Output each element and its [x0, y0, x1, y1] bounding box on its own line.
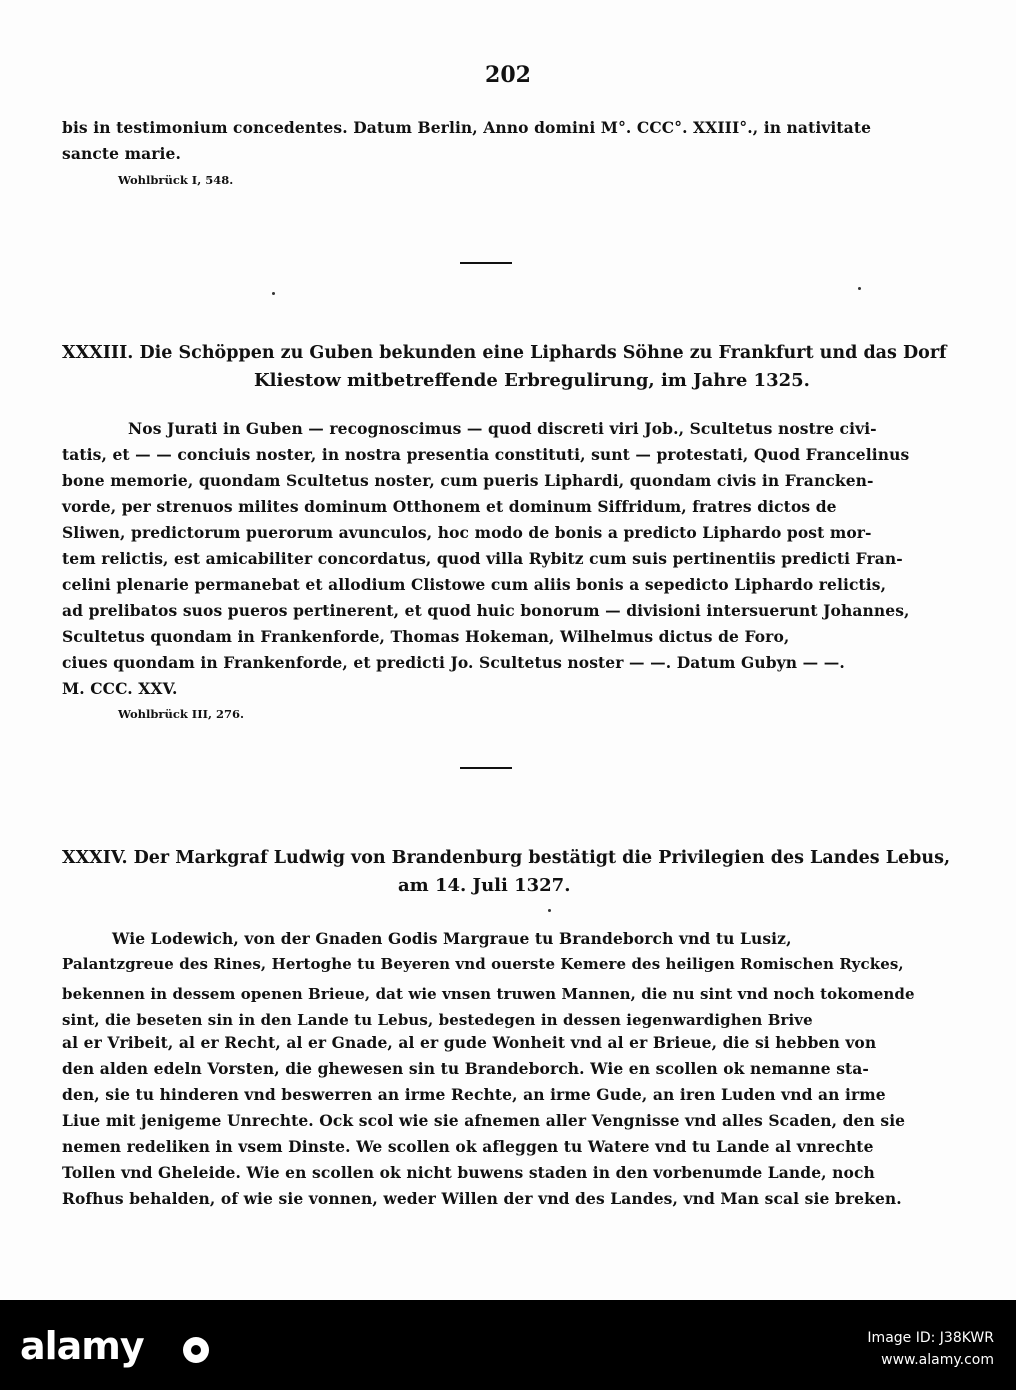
text-line: den alden edeln Vorsten, die ghewesen sin tu Brandeborch. Wie en scollen ok nemanne sta- — [62, 1059, 869, 1078]
text-line: Nos Jurati in Guben — recognoscimus — quod discreti viri Job., Scultetus nostre civi- — [128, 419, 877, 438]
text-line: celini plenarie permanebat et allodium Clistowe cum aliis bonis a sepedicto Liphardo relictis, — [62, 575, 887, 594]
brand-mark-icon — [183, 1337, 209, 1363]
page-number: 202 — [485, 62, 531, 88]
text-line: tatis, et — — conciuis noster, in nostra presentia constituti, sunt — protestati, Quod Francelinus — [62, 445, 910, 464]
section-heading: XXXIV. Der Markgraf Ludwig von Brandenburg bestätigt die Privilegien des Landes Lebus, — [62, 848, 951, 868]
text-line: sancte marie. — [62, 144, 181, 163]
text-line: den, sie tu hinderen vnd beswerren an irme Rechte, an irme Gude, an iren Luden vnd an irme — [62, 1085, 886, 1104]
text-line: Palantzgreue des Rines, Hertoghe tu Beyeren vnd ouerste Kemere des heiligen Romischen Ryckes, — [62, 955, 904, 973]
text-line: M. CCC. XXV. — [62, 679, 178, 698]
section-divider — [460, 767, 512, 769]
image-id: Image ID: J38KWR — [867, 1330, 994, 1346]
speck — [272, 292, 275, 295]
watermark-footer — [0, 1300, 1016, 1390]
text-line: al er Vribeit, al er Recht, al er Gnade, al er gude Wonheit vnd al er Brieue, die si hebben von — [62, 1033, 877, 1052]
text-line: Sliwen, predictorum puerorum avunculos, hoc modo de bonis a predicto Liphardo post mor- — [62, 523, 872, 542]
text-line: Wie Lodewich, von der Gnaden Godis Margraue tu Brandeborch vnd tu Lusiz, — [112, 929, 792, 948]
text-line: ciues quondam in Frankenforde, et predicti Jo. Scultetus noster — —. Datum Gubyn — —. — [62, 653, 845, 672]
source-citation: Wohlbrück III, 276. — [118, 707, 244, 721]
text-line: nemen redeliken in vsem Dinste. We scollen ok afleggen tu Watere vnd tu Lande al vnrechte — [62, 1137, 874, 1156]
speck — [858, 287, 861, 290]
brand-logo: alamy — [20, 1324, 144, 1368]
text-line: Liue mit jenigeme Unrechte. Ock scol wie sie afnemen aller Vengnisse vnd alles Scaden, den sie — [62, 1111, 906, 1130]
speck — [548, 909, 551, 912]
section-heading: Kliestow mitbetreffende Erbregulirung, im Jahre 1325. — [254, 370, 810, 391]
text-line: ad prelibatos suos pueros pertinerent, et quod huic bonorum — divisioni intersuerunt Johannes, — [62, 601, 910, 620]
text-line: Rofhus behalden, of wie sie vonnen, weder Willen der vnd des Landes, vnd Man scal sie breken. — [62, 1189, 902, 1208]
source-citation: Wohlbrück I, 548. — [118, 173, 234, 187]
text-line: Tollen vnd Gheleide. Wie en scollen ok nicht buwens staden in den vorbenumde Lande, noch — [62, 1163, 875, 1182]
text-line: vorde, per strenuos milites dominum Otthonem et dominum Siffridum, fratres dictos de — [62, 497, 837, 516]
text-line: tem relictis, est amicabiliter concordatus, quod villa Rybitz cum suis pertinentiis predicti Fran- — [62, 549, 903, 568]
section-divider — [460, 262, 512, 264]
section-heading: am 14. Juli 1327. — [398, 875, 571, 896]
text-line: bis in testimonium concedentes. Datum Berlin, Anno domini M°. CCC°. XXIII°., in nativitate — [62, 118, 872, 137]
text-line: Scultetus quondam in Frankenforde, Thomas Hokeman, Wilhelmus dictus de Foro, — [62, 627, 790, 646]
site-url: www.alamy.com — [881, 1352, 994, 1368]
section-heading: XXXIII. Die Schöppen zu Guben bekunden eine Liphards Söhne zu Frankfurt und das Dorf — [62, 343, 947, 363]
text-line: bone memorie, quondam Scultetus noster, cum pueris Liphardi, quondam civis in Francken- — [62, 471, 874, 490]
text-line: bekennen in dessem openen Brieue, dat wie vnsen truwen Mannen, die nu sint vnd noch tokomende sint, die beseten sin in den Lande tu Lebus, bestedegen in dessen iegenwardighen Brive — [62, 985, 915, 1029]
